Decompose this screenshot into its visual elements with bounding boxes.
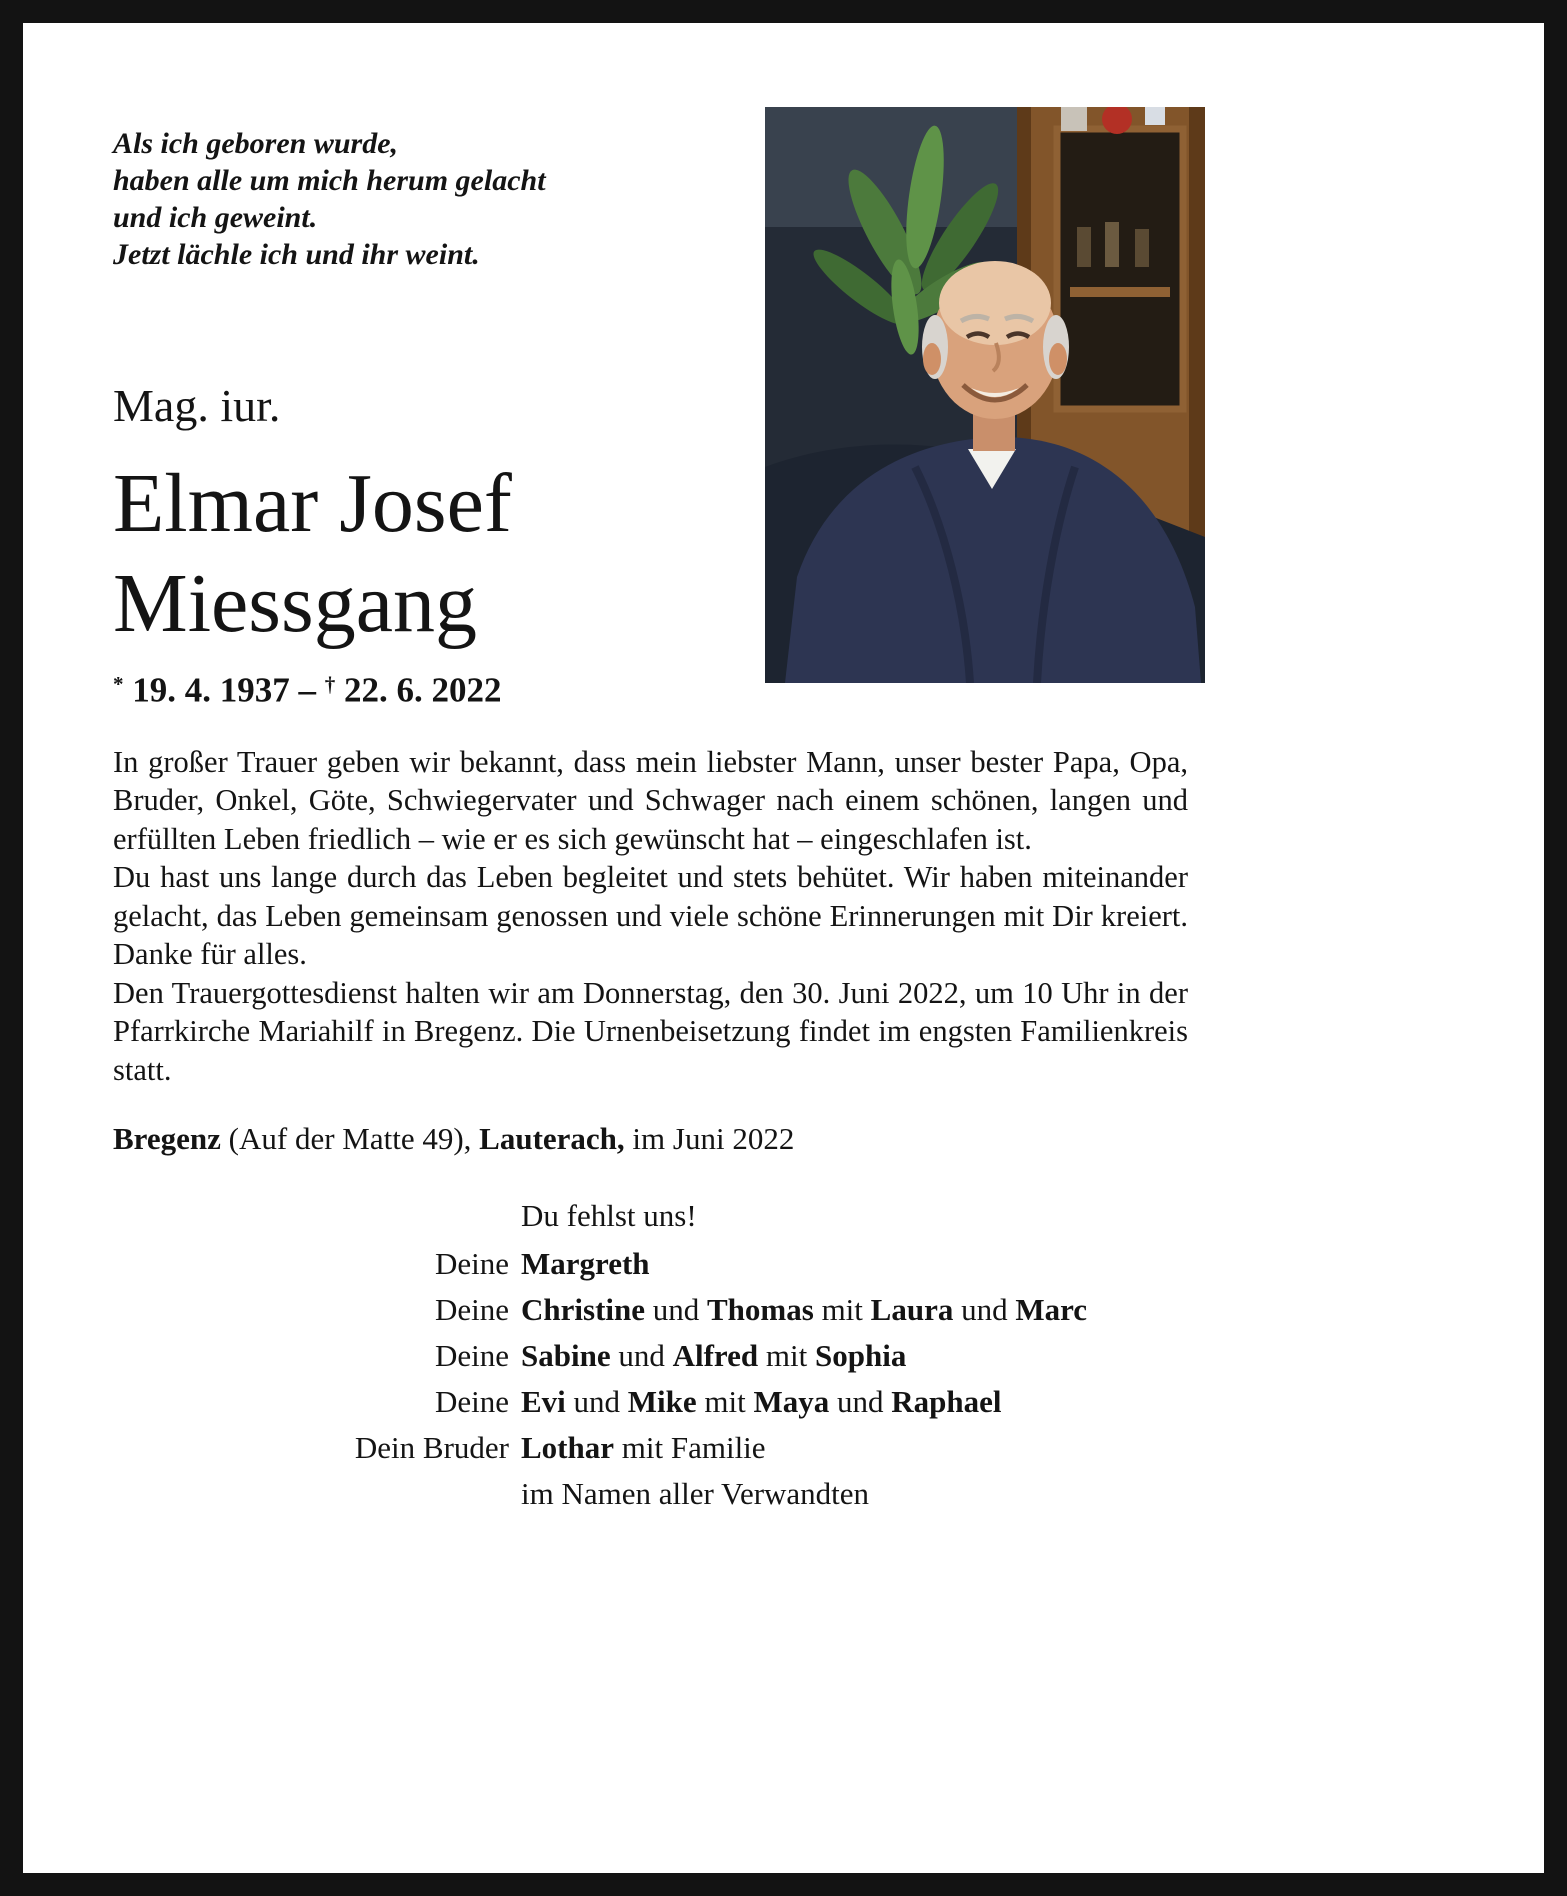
- text-segment: Laura: [870, 1292, 954, 1327]
- family-row-label: [113, 1474, 509, 1513]
- text-segment: Maya: [753, 1384, 830, 1419]
- text-segment: Raphael: [891, 1384, 1002, 1419]
- text-segment: *: [113, 672, 124, 696]
- text-segment: Alfred: [672, 1338, 759, 1373]
- text-segment: und: [953, 1292, 1016, 1327]
- text-segment: 22. 6. 2022: [335, 670, 502, 710]
- text-segment: Christine: [521, 1292, 645, 1327]
- quote-line: Als ich geboren wurde,: [113, 127, 399, 160]
- family-row-names: [521, 1290, 1188, 1329]
- text-segment: Lauterach,: [479, 1121, 625, 1156]
- quote-line: haben alle um mich herum gelacht: [113, 164, 546, 197]
- text-segment: Sophia: [814, 1338, 907, 1373]
- announcement-paragraph: In großer Trauer geben wir bekannt, dass mein liebster Mann, unser bester Papa, Opa, Bruder, Onkel, Göte, Schwiegervater und Schwager nach einem schönen, langen und erfüllten Leben friedlich – wie er es sich gewünscht hat – eingeschlafen ist.: [113, 744, 1188, 856]
- family-row-names: [521, 1336, 1188, 1375]
- location-date-line: [113, 1119, 1188, 1158]
- portrait-photo-illustration: [765, 107, 1205, 683]
- family-row-label: Deine: [434, 1292, 509, 1327]
- family-row-label: Deine: [434, 1338, 509, 1373]
- text-segment: (Auf der Matte 49),: [220, 1121, 480, 1156]
- obituary-quote: [113, 23, 733, 273]
- text-segment: im Namen aller Verwandten: [521, 1476, 870, 1511]
- text-segment: mit: [813, 1292, 871, 1327]
- text-segment: mit Familie: [614, 1430, 766, 1465]
- announcement-paragraph: Den Trauergottesdienst halten wir am Donnerstag, den 30. Juni 2022, um 10 Uhr in der Pfarrkirche Mariahilf in Bregenz. Die Urnenbeisetzung findet im engsten Familienkreis statt.: [113, 975, 1188, 1087]
- farewell-line: Du fehlst uns!: [521, 1198, 697, 1233]
- text-segment: Lothar: [521, 1430, 614, 1465]
- text-segment: und: [565, 1384, 628, 1419]
- family-row-names: [521, 1244, 1188, 1283]
- announcement-paragraph: Du hast uns lange durch das Leben begleitet und stets behütet. Wir haben miteinander gelacht, das Leben gemeinsam genossen und viele schöne Erinnerungen mit Dir kreiert. Danke für alles.: [113, 860, 1188, 971]
- text-segment: und: [645, 1292, 707, 1327]
- obituary-inner: [23, 23, 1544, 1873]
- quote-line: Jetzt lächle ich und ihr weint.: [113, 238, 480, 271]
- family-row-names: [521, 1474, 1188, 1513]
- text-segment: im Juni 2022: [624, 1121, 795, 1156]
- degree-title: Mag. iur.: [113, 380, 281, 431]
- announcement-text: [113, 743, 1188, 1090]
- family-row-names: [521, 1382, 1188, 1421]
- text-segment: und: [610, 1338, 673, 1373]
- text-segment: mit: [696, 1384, 754, 1419]
- deceased-name-line2: Miessgang: [113, 557, 477, 650]
- text-segment: Sabine: [521, 1338, 611, 1373]
- quote-line: und ich geweint.: [113, 201, 318, 234]
- deceased-name-line1: Elmar Josef: [113, 457, 512, 550]
- text-segment: Bregenz: [113, 1121, 221, 1156]
- family-row-names: [521, 1428, 1188, 1467]
- text-segment: Marc: [1015, 1292, 1088, 1327]
- text-segment: Evi: [521, 1384, 566, 1419]
- text-segment: †: [324, 672, 336, 696]
- text-segment: 19. 4. 1937 –: [123, 670, 325, 710]
- text-segment: mit: [758, 1338, 815, 1373]
- family-row-label: Deine: [434, 1246, 509, 1281]
- text-segment: Mike: [627, 1384, 697, 1419]
- text-segment: Thomas: [707, 1292, 814, 1327]
- family-row-label: Deine: [434, 1384, 509, 1419]
- family-list: [113, 1244, 1188, 1513]
- family-row-label: Dein Bruder: [354, 1430, 509, 1465]
- portrait-photo: [765, 107, 1205, 683]
- text-segment: Margreth: [521, 1246, 650, 1281]
- text-segment: und: [829, 1384, 892, 1419]
